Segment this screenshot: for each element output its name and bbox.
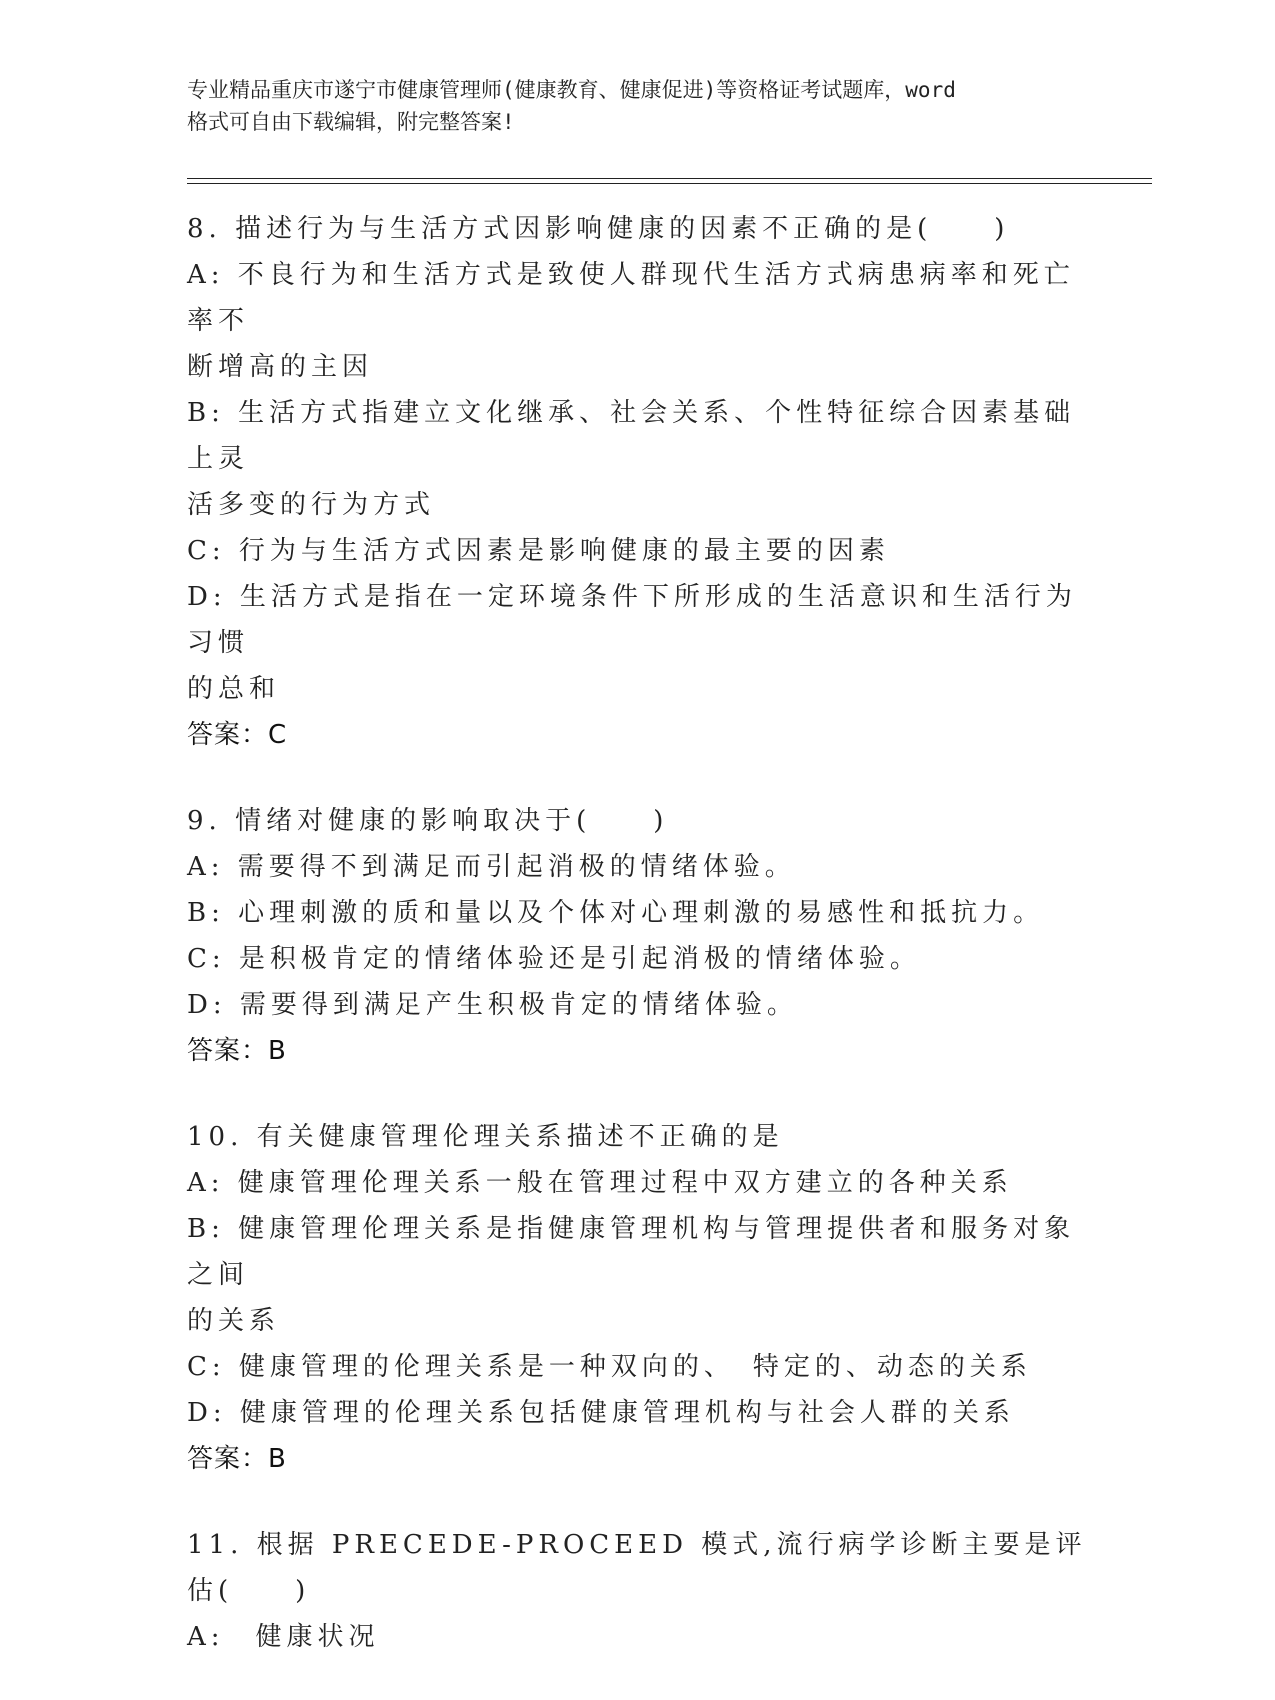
option-c: C: 行为与生活方式因素是影响健康的最主要的因素 [187,536,890,566]
option-c: C: 健康管理的伦理关系是一种双向的、 特定的、动态的关系 [187,1352,1032,1382]
question-11 [187,1522,1087,1660]
option-b: B: 健康管理伦理关系是指健康管理机构与管理提供者和服务对象之间 [187,1214,1076,1290]
question-list [187,206,1087,1700]
question-10 [187,1114,1087,1482]
question-stem: 9. 情绪对健康的影响取决于( ) [187,806,669,836]
answer-label: 答案：B [187,1036,287,1066]
header-divider-bottom [187,183,1152,184]
question-stem: 8. 描述行为与生活方式因影响健康的因素不正确的是( ) [187,214,1010,244]
option-a-continued: 断增高的主因 [187,352,374,382]
option-d-continued: 的总和 [187,674,281,704]
question-stem: 11. 根据 PRECEDE-PROCEED 模式,流行病学诊断主要是评估( ) [187,1530,1087,1606]
option-c: C: 是积极肯定的情绪体验还是引起消极的情绪体验。 [187,944,921,974]
option-a: A: 需要得不到满足而引起消极的情绪体验。 [187,852,796,882]
option-b: B: 心理刺激的质和量以及个体对心理刺激的易感性和抵抗力。 [187,898,1045,928]
question-stem: 10. 有关健康管理伦理关系描述不正确的是 [187,1122,784,1152]
option-d: D: 需要得到满足产生积极肯定的情绪体验。 [187,990,798,1020]
option-d: D: 健康管理的伦理关系包括健康管理机构与社会人群的关系 [187,1398,1015,1428]
option-b-continued: 的关系 [187,1306,281,1336]
option-b-continued: 活多变的行为方式 [187,490,436,520]
option-a: A: 健康管理伦理关系一般在管理过程中双方建立的各种关系 [187,1168,1013,1198]
question-8 [187,206,1087,758]
header-line-2: 格式可自由下载编辑，附完整答案! [187,110,515,134]
header-line-1: 专业精品重庆市遂宁市健康管理师(健康教育、健康促进)等资格证考试题库，word [187,78,956,102]
option-a: A: 不良行为和生活方式是致使人群现代生活方式病患病率和死亡率不 [187,260,1075,336]
document-header [187,74,1097,138]
option-b: B: 生活方式指建立文化继承、社会关系、个性特征综合因素基础上灵 [187,398,1076,474]
header-divider-top [187,178,1152,179]
option-a: A: 健康状况 [187,1622,380,1652]
question-9 [187,798,1087,1074]
option-d: D: 生活方式是指在一定环境条件下所形成的生活意识和生活行为习惯 [187,582,1077,658]
answer-label: 答案：B [187,1444,287,1474]
answer-label: 答案：C [187,720,288,750]
